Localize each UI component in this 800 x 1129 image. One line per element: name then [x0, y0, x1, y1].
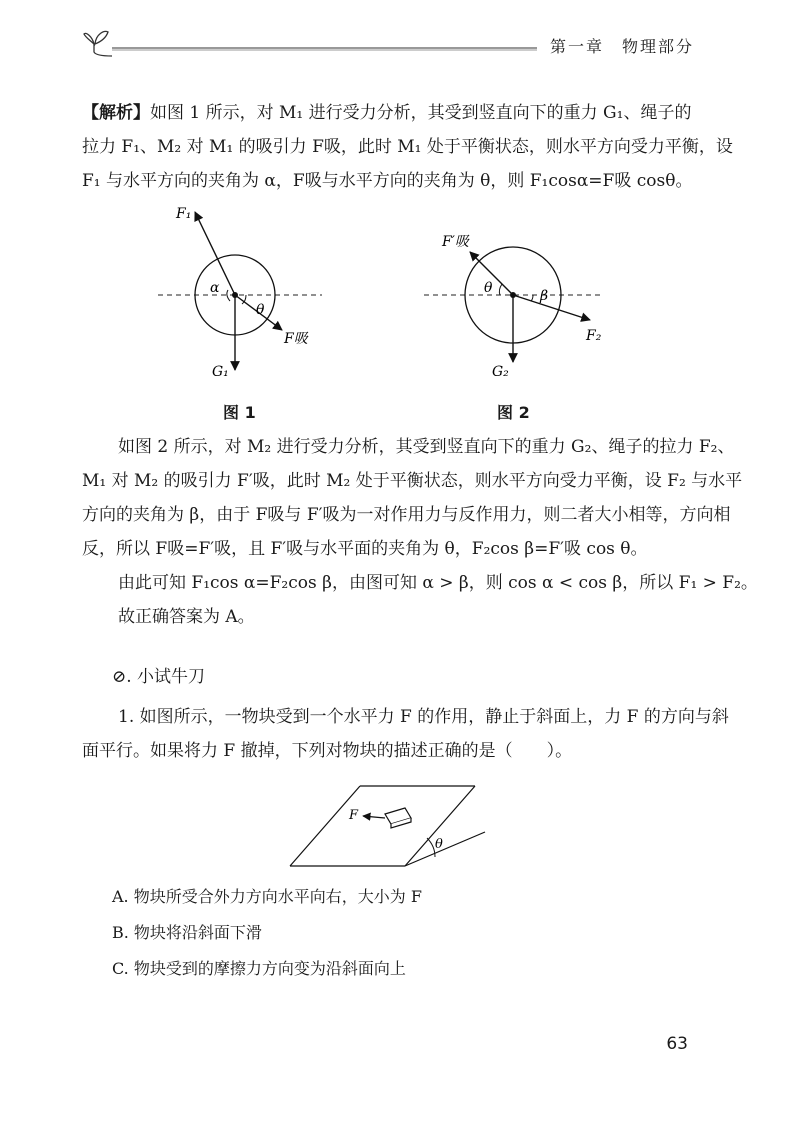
- alpha-arc: [227, 290, 230, 301]
- practice-heading: ⊘. 小试牛刀: [112, 667, 206, 687]
- analysis-line-2: 拉力 F₁、M₂ 对 M₁ 的吸引力 F吸，此时 M₁ 处于平衡状态，则水平方向受力平衡，设: [82, 137, 733, 157]
- body-line-4: 反，所以 F吸=F′吸，且 F′吸与水平面的夹角为 θ，F₂cos β=F′吸 cos θ。: [82, 539, 648, 559]
- figure-2-caption: 图 2: [497, 403, 530, 422]
- sprout-icon: [84, 32, 112, 57]
- ground-line: [405, 832, 485, 866]
- label-theta: θ: [484, 280, 493, 296]
- label-theta: θ: [256, 302, 265, 318]
- option-a: A. 物块所受合外力方向水平向右，大小为 F: [112, 887, 422, 906]
- label-f2: F₂: [586, 328, 602, 344]
- figure-2-diagram: [420, 200, 620, 390]
- analysis-line-1: 如图 1 所示，对 M₁ 进行受力分析，其受到竖直向下的重力 G₁、绳子的: [150, 103, 692, 123]
- label-fxi-prime: F′吸: [442, 234, 469, 250]
- label-theta: θ: [435, 837, 443, 852]
- beta-arc: [531, 295, 533, 301]
- force-f2-arrow: [513, 295, 590, 320]
- label-f: F: [349, 808, 359, 823]
- label-beta: β: [540, 288, 549, 304]
- force-f-arrow: [363, 816, 385, 818]
- body-paragraph-1-first: [118, 430, 735, 464]
- body-line-2: M₁ 对 M₂ 的吸引力 F′吸，此时 M₂ 处于平衡状态，则水平方向受力平衡，设 F₂ 与水平: [82, 471, 743, 491]
- question-1-rest: [82, 734, 702, 768]
- analysis-tag: 【解析】: [82, 103, 150, 123]
- incline-left-edge: [290, 786, 360, 866]
- figure-1-caption: 图 1: [223, 403, 256, 422]
- option-b: B. 物块将沿斜面下滑: [112, 923, 262, 942]
- body-line-3: 方向的夹角为 β，由于 F吸与 F′吸为一对作用力与反作用力，则二者大小相等，方向相: [82, 505, 731, 525]
- theta-arc: [499, 284, 502, 295]
- body-line-5: 由此可知 F₁cos α=F₂cos β，由图可知 α > β，则 cos α < cos β，所以 F₁ > F₂。: [118, 573, 758, 593]
- analysis-line-3: F₁ 与水平方向的夹角为 α，F吸与水平方向的夹角为 θ，则 F₁cosα=F吸 cosθ。: [82, 171, 693, 191]
- label-alpha: α: [210, 280, 220, 296]
- option-c: C. 物块受到的摩擦力方向变为沿斜面向上: [112, 959, 406, 978]
- page-header: [82, 22, 702, 62]
- body-paragraph-1-rest: [82, 464, 743, 566]
- label-fxi: F吸: [284, 331, 308, 347]
- body-line-6: 故正确答案为 A。: [118, 607, 255, 627]
- label-f1: F₁: [176, 206, 192, 222]
- page-number: 63: [666, 1034, 688, 1054]
- body-line-1: 如图 2 所示，对 M₂ 进行受力分析，其受到竖直向下的重力 G₂、绳子的拉力 F₂、: [118, 437, 735, 457]
- question-1-line-1: 1. 如图所示，一物块受到一个水平力 F 的作用，静止于斜面上，力 F 的方向与斜: [118, 707, 729, 727]
- incline-right-edge: [405, 786, 475, 866]
- label-g2: G₂: [492, 364, 509, 380]
- label-g1: G₁: [212, 364, 229, 380]
- incline-diagram: [285, 780, 495, 875]
- header-title: 第一章 物理部分: [549, 37, 694, 56]
- question-1-first: [118, 700, 729, 734]
- analysis-paragraph: [82, 96, 733, 198]
- body-conclusion: [118, 566, 758, 634]
- question-1-line-2: 面平行。如果将力 F 撤掉，下列对物块的描述正确的是（ ）。: [82, 741, 573, 761]
- figure-1-diagram: [150, 200, 350, 390]
